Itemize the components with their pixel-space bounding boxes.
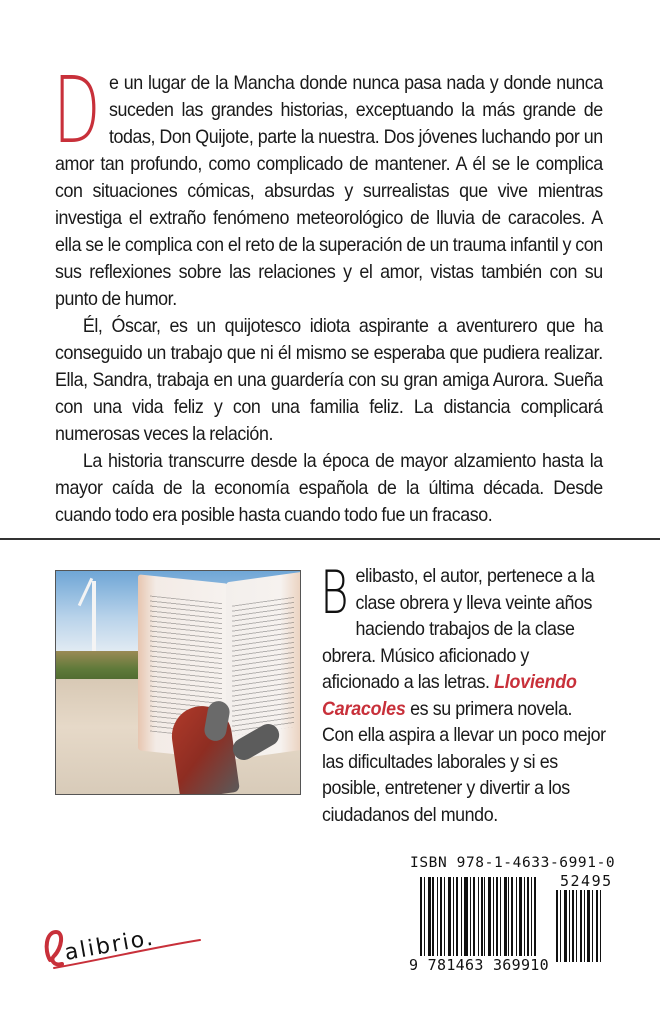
author-bio-text-before: elibasto, el autor, pertenece a la clase obrera y lleva veinte años haciendo trabajos de la clase obrera. Músico aficionado y aficionado a las letras. [322,566,595,693]
author-photo [55,570,301,795]
synopsis-paragraph-1-text: e un lugar de la Mancha donde nunca pasa nada y donde nunca suceden las grandes historias, exceptuando la más grande de todas, Don Quijote, parte la nuestra. Dos jóvenes luchando por un amor tan profundo, como complicado de mantener. A él se le complica con situaciones cómicas, absurdas y surrealistas que vive mientras investiga el extraño fenómeno meteorológico de lluvia de caracoles. A ella se le complica con el reto de la superación de un trauma infantil y con sus reflexiones sobre las relaciones y el amor, vistas también con su punto de humor. [55,73,603,310]
synopsis-paragraph-1 [53,57,603,313]
book-title: Lloviendo Caracoles [322,672,577,720]
isbn-label: ISBN 978-1-4633-6991-0 [410,855,616,871]
palibrio-logo-icon [40,920,210,980]
barcode-main-bars [420,877,552,965]
author-bio-text-after: es su primera novela. Con ella aspira a llevar un poco mejor las dificultades laborales y si es posible, entretener y divertir a los ciudadanos del mundo. [322,698,606,826]
isbn-barcode [408,855,623,975]
barcode-addon-digits: 52495 [560,872,613,890]
wind-turbine-icon [92,581,96,653]
synopsis-paragraph-3: La historia transcurre desde la época de mayor alzamiento hasta la mayor caída de la economía española de la última década. Desde cuando todo era posible hasta cuando todo fue un fracaso. [55,451,603,526]
section-divider [0,538,660,540]
dropcap-d: D [53,57,101,164]
barcode-addon-bars [556,890,616,960]
dropcap-b: B [320,558,349,628]
author-bio [320,558,607,829]
barcode-ean-digits: 9 781463 369910 [409,956,549,974]
synopsis-block [53,57,603,529]
publisher-logo [40,920,210,980]
author-bio-paragraph [320,558,607,829]
svg-text:alibrio.: alibrio. [62,925,157,966]
synopsis-paragraph-2: Él, Óscar, es un quijotesco idiota aspirante a aventurero que ha conseguido un trabajo que ni él mismo se esperaba que pudiera realizar. Ella, Sandra, trabaja en una guardería con su gran amiga Aurora. Sueña con una vida feliz y con una familia feliz. La distancia complicará numerosas veces la relación. [55,316,603,445]
